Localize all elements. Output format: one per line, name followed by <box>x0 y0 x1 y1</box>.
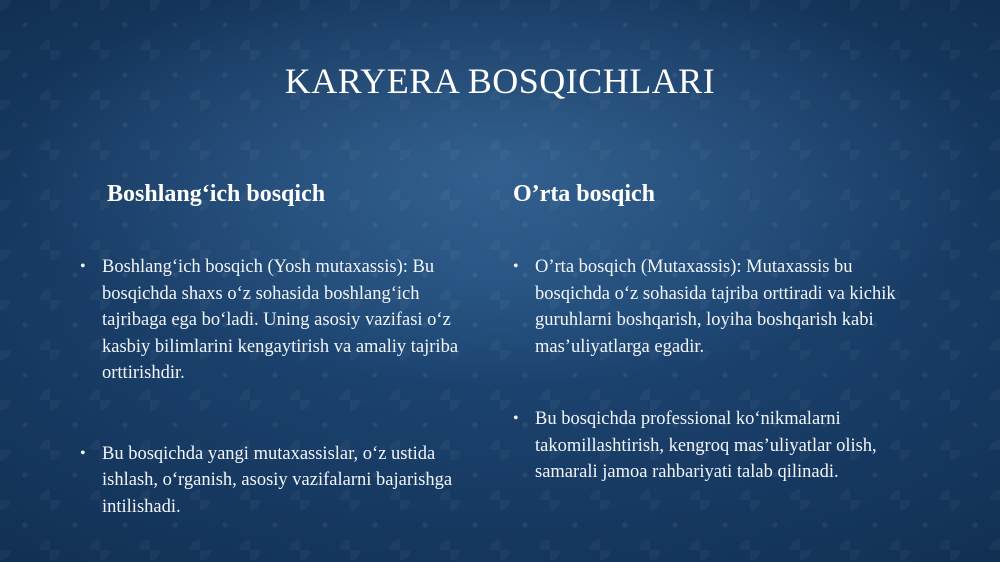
bullet-text: O’rta bosqich (Mutaxassis): Mutaxassis bu bosqichda o‘z sohasida tajriba orttiradi va kichik guruhlarni boshqarish, loyiha boshqarish kabi mas’uliyatlarga egadir. <box>535 257 896 357</box>
list-item <box>513 406 913 486</box>
bullet-text: Bu bosqichda professional ko‘nikmalarni takomillashtirish, kengroq mas’uliyatlar olish, samarali jamoa rahbariyati talab qilinadi. <box>535 409 877 482</box>
bullet-dot-icon: • <box>513 258 519 275</box>
bullet-text: Boshlang‘ich bosqich (Yosh mutaxassis): Bu bosqichda shaxs o‘z sohasida boshlang‘ich tajribaga ega bo‘ladi. Uning asosiy vazifasi o‘z kasbiy bilimlarini kengaytirish va amaliy tajriba orttirishdir. <box>102 257 459 383</box>
right-bullet-list <box>513 254 913 486</box>
list-item <box>80 441 480 521</box>
slide-title: KARYERA BOSQICHLARI <box>284 61 716 101</box>
left-bullet-list <box>80 254 480 520</box>
right-column-heading: O’rta bosqich <box>513 181 656 207</box>
right-column <box>513 178 913 486</box>
left-column-heading: Boshlang‘ich bosqich <box>107 181 326 207</box>
left-column <box>80 178 480 520</box>
bullet-dot-icon: • <box>80 444 86 462</box>
list-item <box>80 254 480 387</box>
bullet-dot-icon: • <box>513 410 519 427</box>
bullet-text: Bu bosqichda yangi mutaxassislar, o‘z ustida ishlash, o‘rganish, asosiy vazifalarni bajarishga intilishadi. <box>102 443 453 517</box>
list-item <box>513 254 913 360</box>
bullet-dot-icon: • <box>80 258 86 275</box>
